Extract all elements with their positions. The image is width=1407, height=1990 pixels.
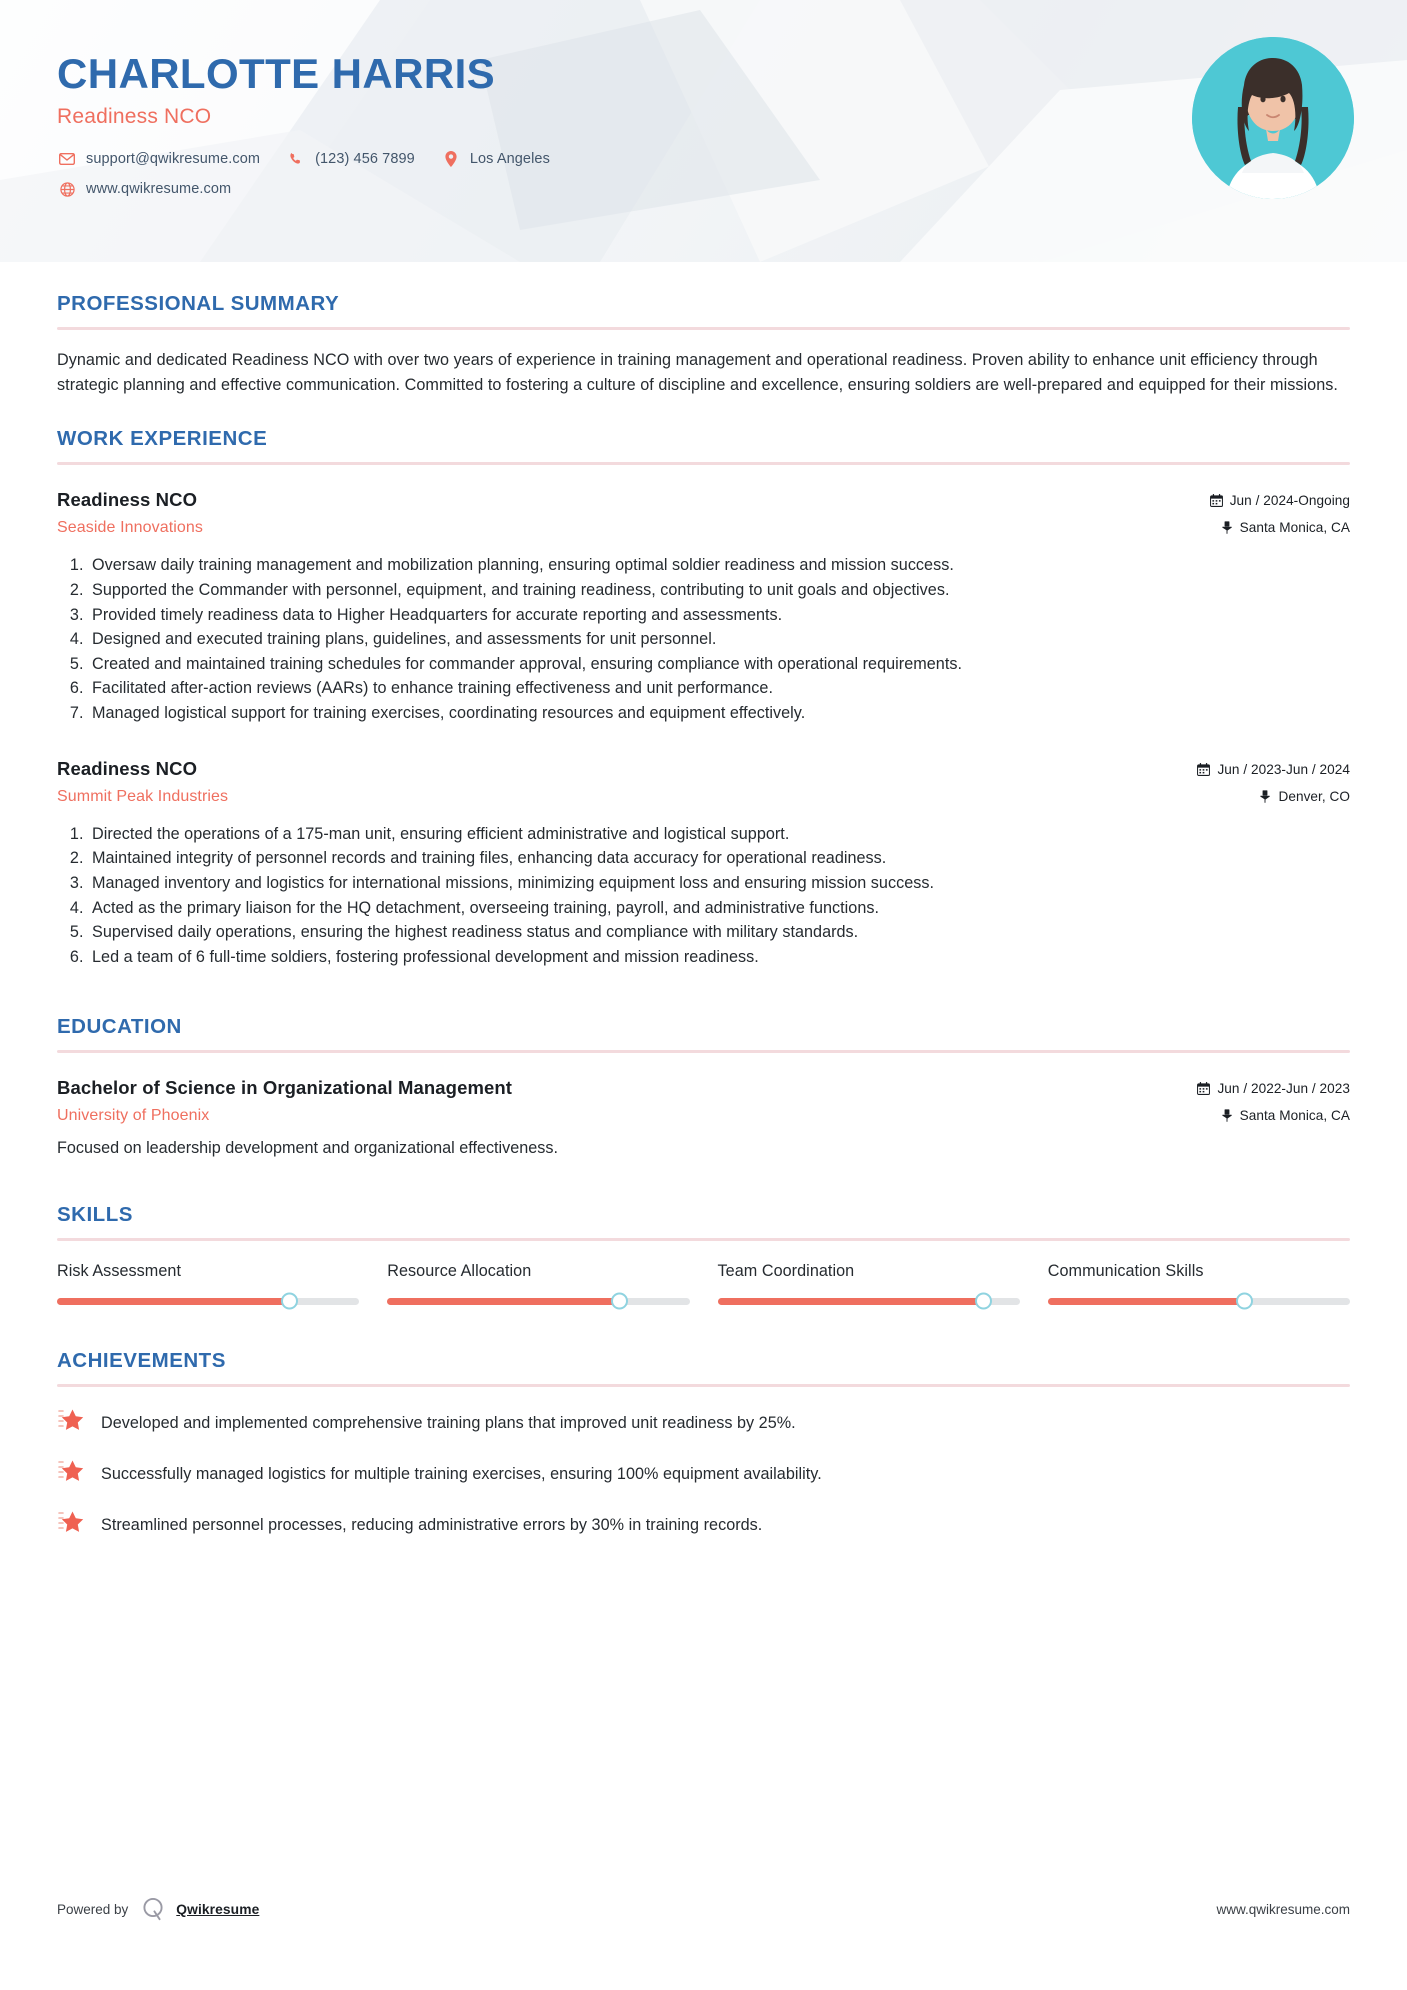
list-item: 2. Supported the Commander with personnel, equipment, and training readiness, contributing to unit goals and objectives. [88,578,1350,603]
skill-item [1048,1262,1350,1305]
section-professional-summary [57,292,1350,397]
skill-label: Risk Assessment [57,1261,181,1280]
work-location-text: Denver, CO [1278,788,1350,804]
skill-item [718,1262,1020,1305]
work-entry-left [57,489,1210,537]
contact-location-text: Los Angeles [469,151,550,168]
section-achievements [57,1349,1350,1540]
work-entry-header [57,489,1350,537]
list-item: 5. Created and maintained training schedules for commander approval, ensuring compliance with operational requirements. [88,652,1350,677]
resume-header [0,0,1407,262]
section-divider [57,1384,1350,1387]
job-role-subtitle: Readiness NCO [57,105,212,129]
achievement-text: Successfully managed logistics for multiple training exercises, ensuring 100% equipment availability. [101,1464,822,1483]
section-divider [57,327,1350,330]
list-item [57,1460,1350,1489]
work-bullet-list [57,822,1350,970]
powered-by-label: Powered by [57,1901,129,1917]
education-location-line [1197,1108,1350,1123]
qwikresume-logo-icon [141,1896,167,1922]
calendar-icon [1197,1082,1210,1095]
skill-slider-fill [718,1298,984,1305]
globe-icon [57,182,77,197]
work-entry-header [57,758,1350,806]
envelope-icon [57,153,77,165]
section-title-education: EDUCATION [57,1015,182,1039]
list-item: 5. Supervised daily operations, ensuring the highest readiness status and compliance with military standards. [88,920,1350,945]
skill-slider-fill [57,1298,290,1305]
education-degree: Bachelor of Science in Organizational Management [57,1077,513,1099]
section-work-experience [57,427,1350,969]
education-date-text: Jun / 2022-Jun / 2023 [1217,1081,1350,1097]
education-entry-meta [1197,1077,1350,1123]
education-location-text: Santa Monica, CA [1239,1108,1350,1124]
skill-slider-track[interactable] [1048,1298,1350,1305]
skill-label: Communication Skills [1047,1261,1204,1280]
calendar-icon [1197,763,1210,776]
achievements-list [57,1409,1350,1540]
pushpin-icon [1221,521,1233,534]
section-title-achievements: ACHIEVEMENTS [57,1348,226,1372]
brand-link[interactable]: Qwikresume [176,1901,260,1917]
list-item: 6. Led a team of 6 full-time soldiers, fostering professional development and mission readiness. [88,945,1350,970]
star-badge-icon [57,1458,87,1489]
skill-label: Team Coordination [717,1261,855,1280]
skill-slider-track[interactable] [387,1298,689,1305]
skill-label: Resource Allocation [387,1261,532,1280]
contact-email-text: support@qwikresume.com [86,151,261,168]
skill-item [57,1262,359,1305]
section-divider [57,462,1350,465]
skill-slider-fill [387,1298,620,1305]
section-education [57,1015,1350,1160]
list-item: 1. Directed the operations of a 175-man unit, ensuring efficient administrative and logistical support. [88,822,1350,847]
contact-website-text: www.qwikresume.com [86,181,232,198]
list-item: 1. Oversaw daily training management and mobilization planning, ensuring optimal soldier readiness and mission success. [88,553,1350,578]
skill-item [387,1262,689,1305]
work-date-text: Jun / 2024-Ongoing [1229,493,1350,509]
work-job-title: Readiness NCO [57,757,198,779]
section-divider [57,1050,1350,1053]
work-entry [57,758,1350,970]
section-title-summary: PROFESSIONAL SUMMARY [57,292,340,315]
achievement-text: Streamlined personnel processes, reducing administrative errors by 30% in training records. [101,1515,763,1534]
work-location-text: Santa Monica, CA [1239,520,1350,536]
list-item: 7. Managed logistical support for training exercises, coordinating resources and equipment effectively. [88,701,1350,726]
list-item: 4. Designed and executed training plans, guidelines, and assessments for unit personnel. [88,627,1350,652]
footer-website[interactable]: www.qwikresume.com [1216,1901,1350,1917]
education-entry-left [57,1077,1197,1125]
list-item: 6. Facilitated after-action reviews (AARs) to enhance training effectiveness and unit performance. [88,676,1350,701]
contact-location [441,151,550,167]
avatar-illustration [1192,37,1354,199]
contact-website[interactable] [57,181,231,197]
work-date-line [1210,493,1350,508]
education-entry [57,1077,1350,1160]
page-title: CHARLOTTE HARRIS [57,50,496,97]
section-divider [57,1238,1350,1241]
star-badge-icon [57,1407,87,1438]
list-item [57,1511,1350,1540]
list-item: 3. Provided timely readiness data to Higher Headquarters for accurate reporting and assessments. [88,603,1350,628]
work-job-title: Readiness NCO [57,489,198,511]
skill-slider-knob[interactable] [975,1293,992,1310]
list-item: 4. Acted as the primary liaison for the HQ detachment, overseeing training, payroll, and administrative functions. [88,896,1350,921]
section-title-skills: SKILLS [57,1202,133,1226]
list-item: 3. Managed inventory and logistics for international missions, minimizing equipment loss and ensuring mission success. [88,871,1350,896]
list-item [57,1409,1350,1438]
work-entry-meta [1197,758,1350,804]
skill-slider-knob[interactable] [611,1293,628,1310]
skill-slider-knob[interactable] [1236,1293,1253,1310]
avatar [1192,37,1354,199]
contact-email[interactable] [57,151,260,167]
skill-slider-track[interactable] [718,1298,1020,1305]
work-date-text: Jun / 2023-Jun / 2024 [1217,761,1350,777]
skill-slider-fill [1048,1298,1244,1305]
skill-slider-knob[interactable] [281,1293,298,1310]
achievement-text: Developed and implemented comprehensive training plans that improved unit readiness by 25%. [101,1413,796,1432]
education-school: University of Phoenix [57,1107,210,1125]
work-company-name: Seaside Innovations [57,519,204,537]
work-location-line [1210,520,1350,535]
footer-branding [57,1896,259,1922]
star-badge-icon [57,1509,87,1540]
work-bullet-list [57,553,1350,725]
skills-grid [57,1262,1350,1305]
contact-row-secondary [57,181,1407,197]
work-date-line [1197,762,1350,777]
skill-slider-track[interactable] [57,1298,359,1305]
section-title-work: WORK EXPERIENCE [57,427,268,451]
contact-phone-text: (123) 456 7899 [315,151,415,168]
work-entry-meta [1210,489,1350,535]
work-location-line [1197,789,1350,804]
contact-phone[interactable] [286,151,415,167]
work-company-name: Summit Peak Industries [57,787,229,805]
work-entry-left [57,758,1197,806]
calendar-icon [1210,494,1223,507]
pushpin-icon [1221,1109,1233,1122]
phone-icon [286,152,306,167]
pushpin-icon [1259,790,1271,803]
education-date-line [1197,1081,1350,1096]
resume-body [0,292,1407,1540]
education-note: Focused on leadership development and organizational effectiveness. [57,1139,558,1158]
location-pin-icon [441,151,461,167]
page-footer [57,1896,1350,1922]
education-entry-header [57,1077,1350,1125]
summary-paragraph: Dynamic and dedicated Readiness NCO with over two years of experience in training management and operational readiness. Proven ability to enhance unit efficiency through strategic planning and effective communication. Committed to fostering a culture of discipline and excellence, ensuring soldiers are well-prepared and equipped for their missions. [57,351,1338,394]
list-item: 2. Maintained integrity of personnel records and training files, enhancing data accuracy for operational readiness. [88,846,1350,871]
section-skills [57,1203,1350,1305]
work-entry [57,489,1350,725]
